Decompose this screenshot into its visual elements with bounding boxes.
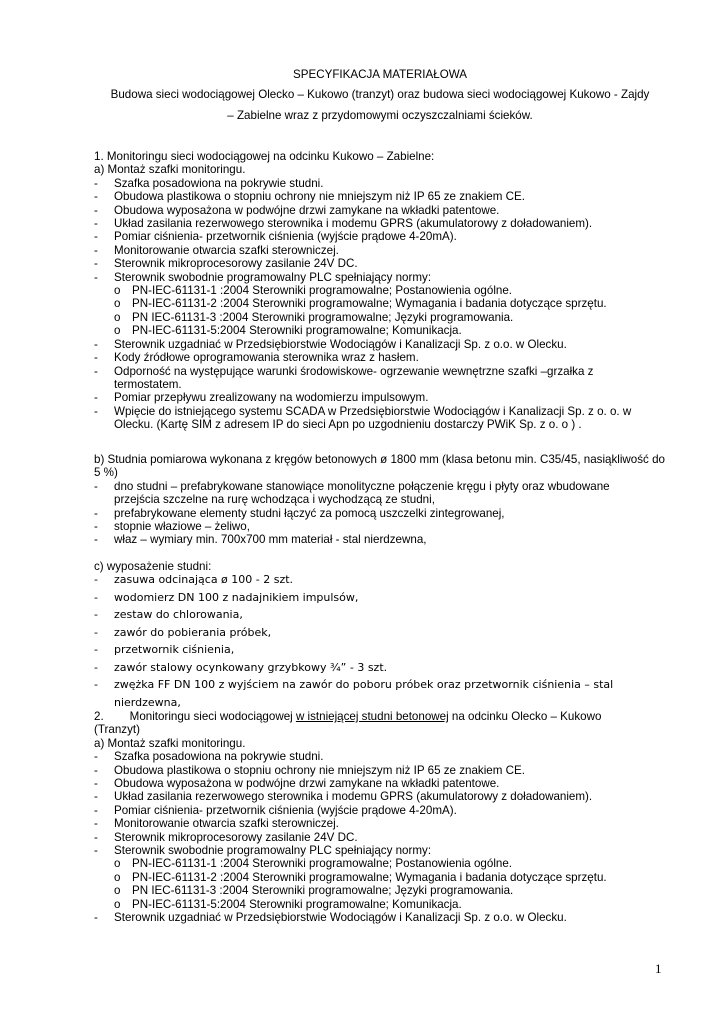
- list-item-text: zwężka FF DN 100 z wyjściem na zawór do poboru próbek oraz przetwornik ciśnienia – stal nierdzewna,: [114, 678, 614, 709]
- dash-marker: -: [94, 520, 98, 534]
- section-1-c-list: [94, 571, 674, 711]
- dash-marker: -: [94, 608, 98, 621]
- list-item-text: Kody źródłowe oprogramowania sterownika wraz z hasłem.: [114, 351, 419, 365]
- norm-item: [94, 284, 674, 297]
- dash-marker: -: [94, 337, 98, 351]
- list-item-text: dno studni – prefabrykowane stanowiące monolityczne połączenie kręgu i płyty oraz wbudowane przejścia szczelne na rurę wchodząca i wychodzącą ze studni,: [114, 479, 610, 507]
- list-item-text: Monitorowanie otwarcia szafki sterowniczej.: [114, 817, 339, 831]
- list-item-text: Obudowa wyposażona w podwójne drzwi zamykane na wkładki patentowe.: [114, 777, 500, 791]
- list-item: [94, 204, 674, 217]
- list-item-text: Szafka posadowiona na pokrywie studni.: [114, 750, 324, 764]
- dash-marker: -: [94, 678, 98, 691]
- bullet-marker: o: [114, 870, 121, 884]
- section-2-heading-continued: (Tranzyt): [94, 723, 140, 737]
- list-item-text: Sterownik uzgadniać w Przedsiębiorstwie Wodociągów i Kanalizacji Sp. z o.o. w Olecku.: [114, 911, 567, 925]
- dash-marker: -: [94, 190, 98, 204]
- norm-item: [94, 311, 674, 324]
- section-1: [94, 150, 674, 432]
- dash-marker: -: [94, 590, 98, 604]
- list-item-text: zawór stalowy ocynkowany grzybkowy ¾” - 3 szt.: [114, 660, 388, 674]
- list-item: [94, 480, 654, 507]
- dash-marker: -: [94, 351, 98, 365]
- dash-marker: -: [94, 625, 98, 639]
- list-item: [94, 338, 654, 351]
- dash-marker: -: [94, 803, 98, 817]
- list-item: [94, 351, 654, 364]
- list-item-text: Sterownik mikroprocesorowy zasilanie 24V DC.: [114, 257, 358, 271]
- dash-marker: -: [94, 790, 98, 804]
- list-item-text: przetwornik ciśnienia,: [114, 643, 235, 656]
- document-subtitle-line-1: Budowa sieci wodociągowej Olecko – Kukowo (tranzyt) oraz budowa sieci wodociągowej Kukowo - Zajdy: [110, 88, 650, 102]
- bullet-marker: o: [114, 297, 121, 311]
- norm-item-text: PN-IEC-61131-1 :2004 Sterowniki programowalne; Postanowienia ogólne.: [132, 857, 513, 871]
- list-item: [94, 641, 614, 659]
- norm-item-text: PN IEC-61131-3 :2004 Sterowniki programowalne; Języki programowania.: [132, 884, 514, 898]
- section-1-a-list-continued: [94, 338, 674, 432]
- list-item: [94, 217, 674, 230]
- dash-marker: -: [94, 750, 98, 764]
- norm-item: [94, 297, 674, 310]
- list-item-text: Obudowa plastikowa o stopniu ochrony nie mniejszym niż IP 65 ze znakiem CE.: [114, 190, 525, 204]
- dash-marker: -: [94, 533, 98, 547]
- list-item: [94, 624, 614, 642]
- norm-item-text: PN-IEC-61131-1 :2004 Sterowniki programowalne; Postanowienia ogólne.: [132, 284, 513, 298]
- norm-item: [94, 871, 674, 884]
- list-item: [94, 606, 614, 624]
- section-1-norms-list: [94, 284, 674, 338]
- bullet-marker: o: [114, 857, 121, 871]
- list-item-text: Szafka posadowiona na pokrywie studni.: [114, 176, 324, 190]
- list-item: [94, 831, 674, 844]
- dash-marker: -: [94, 911, 98, 925]
- list-item-text: zasuwa odcinająca ø 100 - 2 szt.: [114, 573, 294, 586]
- dash-marker: -: [94, 364, 98, 378]
- section-1-b: [94, 453, 674, 547]
- dash-marker: -: [94, 203, 98, 217]
- dash-marker: -: [94, 270, 98, 284]
- list-item: [94, 244, 674, 257]
- list-item-text: Sterownik uzgadniać w Przedsiębiorstwie Wodociągów i Kanalizacji Sp. z o.o. w Olecku.: [114, 337, 567, 351]
- list-item-text: zestaw do chlorowania,: [114, 608, 243, 621]
- list-item: [94, 804, 674, 817]
- section-1-subheading-b: b) Studnia pomiarowa wykonana z kręgów betonowych ø 1800 mm (klasa betonu min. C35/45, nasiąkliwość do 5 %): [94, 453, 665, 480]
- dash-marker: -: [94, 230, 98, 244]
- list-item: [94, 507, 654, 520]
- list-item: [94, 365, 654, 392]
- dash-marker: -: [94, 506, 98, 520]
- list-item: [94, 844, 674, 857]
- dash-marker: -: [94, 643, 98, 656]
- dash-marker: -: [94, 817, 98, 831]
- list-item: [94, 790, 674, 803]
- dash-marker: -: [94, 391, 98, 405]
- section-1-a-list: [94, 177, 674, 284]
- norm-item: [94, 857, 674, 870]
- section-1-c: [94, 571, 674, 711]
- bullet-marker: o: [114, 324, 121, 338]
- dash-marker: -: [94, 763, 98, 777]
- section-2-heading: [94, 710, 674, 723]
- dash-marker: -: [94, 830, 98, 844]
- section-1-b-list: [94, 480, 674, 547]
- list-item-text: właz – wymiary min. 700x700 mm materiał - stal nierdzewna,: [114, 533, 427, 547]
- list-item: [94, 177, 674, 190]
- dash-marker: -: [94, 176, 98, 190]
- section-2-heading-text-end: na odcinku Olecko – Kukowo: [448, 710, 602, 723]
- norm-item-text: PN-IEC-61131-5:2004 Sterowniki programowalne; Komunikacja.: [132, 897, 462, 911]
- list-item: [94, 676, 614, 711]
- list-item-text: stopnie właziowe – żeliwo,: [114, 520, 250, 534]
- list-item: [94, 391, 654, 404]
- section-1-subheading-a: a) Montaż szafki monitoringu.: [94, 163, 246, 177]
- bullet-marker: o: [114, 897, 121, 911]
- list-item: [94, 764, 674, 777]
- list-item: [94, 817, 674, 830]
- list-item-text: Układ zasilania rezerwowego sterownika i modemu GPRS (akumulatorowy z doładowaniem).: [114, 217, 593, 231]
- section-2-a-list: [94, 750, 674, 857]
- list-item-text: Obudowa plastikowa o stopniu ochrony nie mniejszym niż IP 65 ze znakiem CE.: [114, 763, 525, 777]
- list-item: [94, 271, 674, 284]
- list-item: [94, 911, 674, 924]
- norm-item-text: PN IEC-61131-3 :2004 Sterowniki programowalne; Języki programowania.: [132, 310, 514, 324]
- list-item-text: Sterownik swobodnie programowalny PLC spełniający normy:: [114, 270, 432, 284]
- list-item-text: Monitorowanie otwarcia szafki sterowniczej.: [114, 243, 339, 257]
- list-item-text: Pomiar ciśnienia- przetwornik ciśnienia (wyjście prądowe 4-20mA).: [114, 230, 457, 244]
- norm-item-text: PN-IEC-61131-2 :2004 Sterowniki programowalne; Wymagania i badania dotyczące sprzętu.: [132, 870, 607, 884]
- dash-marker: -: [94, 404, 98, 418]
- page-number: 1: [655, 961, 662, 976]
- section-2-heading-underlined: w istniejącej studni betonowej: [295, 710, 449, 723]
- list-item: [94, 190, 674, 203]
- list-item: [94, 589, 614, 607]
- list-item: [94, 750, 674, 763]
- dash-marker: -: [94, 844, 98, 858]
- list-item-text: Sterownik mikroprocesorowy zasilanie 24V DC.: [114, 830, 358, 844]
- list-item-text: Odporność na występujące warunki środowiskowe- ogrzewanie wewnętrzne szafki –grzałka z termostatem.: [114, 364, 594, 391]
- list-item: [94, 405, 654, 432]
- dash-marker: -: [94, 257, 98, 271]
- section-2-norms-list: [94, 857, 674, 911]
- dash-marker: -: [94, 777, 98, 791]
- list-item-text: Sterownik swobodnie programowalny PLC spełniający normy:: [114, 844, 432, 858]
- list-item-text: wodomierz DN 100 z nadajnikiem impulsów,: [114, 590, 359, 604]
- list-item: [94, 533, 654, 546]
- list-item: [94, 230, 674, 243]
- section-2-subheading-a: a) Montaż szafki monitoringu.: [94, 736, 246, 750]
- section-2: [94, 710, 674, 925]
- list-item: [94, 257, 674, 270]
- section-1-subheading-c: c) wyposażenie studni:: [94, 560, 212, 573]
- list-item-text: Pomiar przepływu zrealizowany na wodomierzu impulsowym.: [114, 391, 429, 405]
- norm-item-text: PN-IEC-61131-2 :2004 Sterowniki programowalne; Wymagania i badania dotyczące sprzętu.: [132, 297, 607, 311]
- bullet-marker: o: [114, 310, 121, 324]
- dash-marker: -: [94, 660, 98, 674]
- list-item-text: Obudowa wyposażona w podwójne drzwi zamykane na wkładki patentowe.: [114, 203, 500, 217]
- dash-marker: -: [94, 217, 98, 231]
- list-item: [94, 520, 654, 533]
- list-item: [94, 659, 614, 677]
- norm-item: [94, 898, 674, 911]
- norm-item: [94, 884, 674, 897]
- list-item-text: prefabrykowane elementy studni łączyć za pomocą uszczelki zintegrowanej,: [114, 506, 505, 520]
- norm-item: [94, 324, 674, 337]
- dash-marker: -: [94, 479, 98, 493]
- list-item: [94, 777, 674, 790]
- list-item-text: Układ zasilania rezerwowego sterownika i modemu GPRS (akumulatorowy z doładowaniem).: [114, 790, 593, 804]
- dash-marker: -: [94, 573, 98, 586]
- document-title: SPECYFIKACJA MATERIAŁOWA: [293, 68, 467, 81]
- document-header: [60, 68, 700, 122]
- list-item-text: zawór do pobierania próbek,: [114, 625, 272, 639]
- bullet-marker: o: [114, 284, 121, 298]
- list-item-text: Wpięcie do istniejącego systemu SCADA w Przedsiębiorstwie Wodociągów i Kanalizacji Sp. z o. o. w Olecku. (Kartę SIM z adresem IP do sieci Apn po uzgodnieniu dostarczy PWiK Sp. z o. o ) .: [114, 404, 632, 432]
- list-item: [94, 571, 614, 589]
- list-item-text: Pomiar ciśnienia- przetwornik ciśnienia (wyjście prądowe 4-20mA).: [114, 803, 457, 817]
- bullet-marker: o: [114, 884, 121, 898]
- section-2-number: 2.: [94, 710, 104, 723]
- section-2-heading-text: Monitoringu sieci wodociągowej: [129, 710, 296, 723]
- document-subtitle-line-2: – Zabielne wraz z przydomowymi oczyszczalniami ścieków.: [227, 108, 533, 122]
- section-1-heading: 1. Monitoringu sieci wodociągowej na odcinku Kukowo – Zabielne:: [94, 150, 435, 163]
- dash-marker: -: [94, 243, 98, 257]
- norm-item-text: PN-IEC-61131-5:2004 Sterowniki programowalne; Komunikacja.: [132, 324, 462, 338]
